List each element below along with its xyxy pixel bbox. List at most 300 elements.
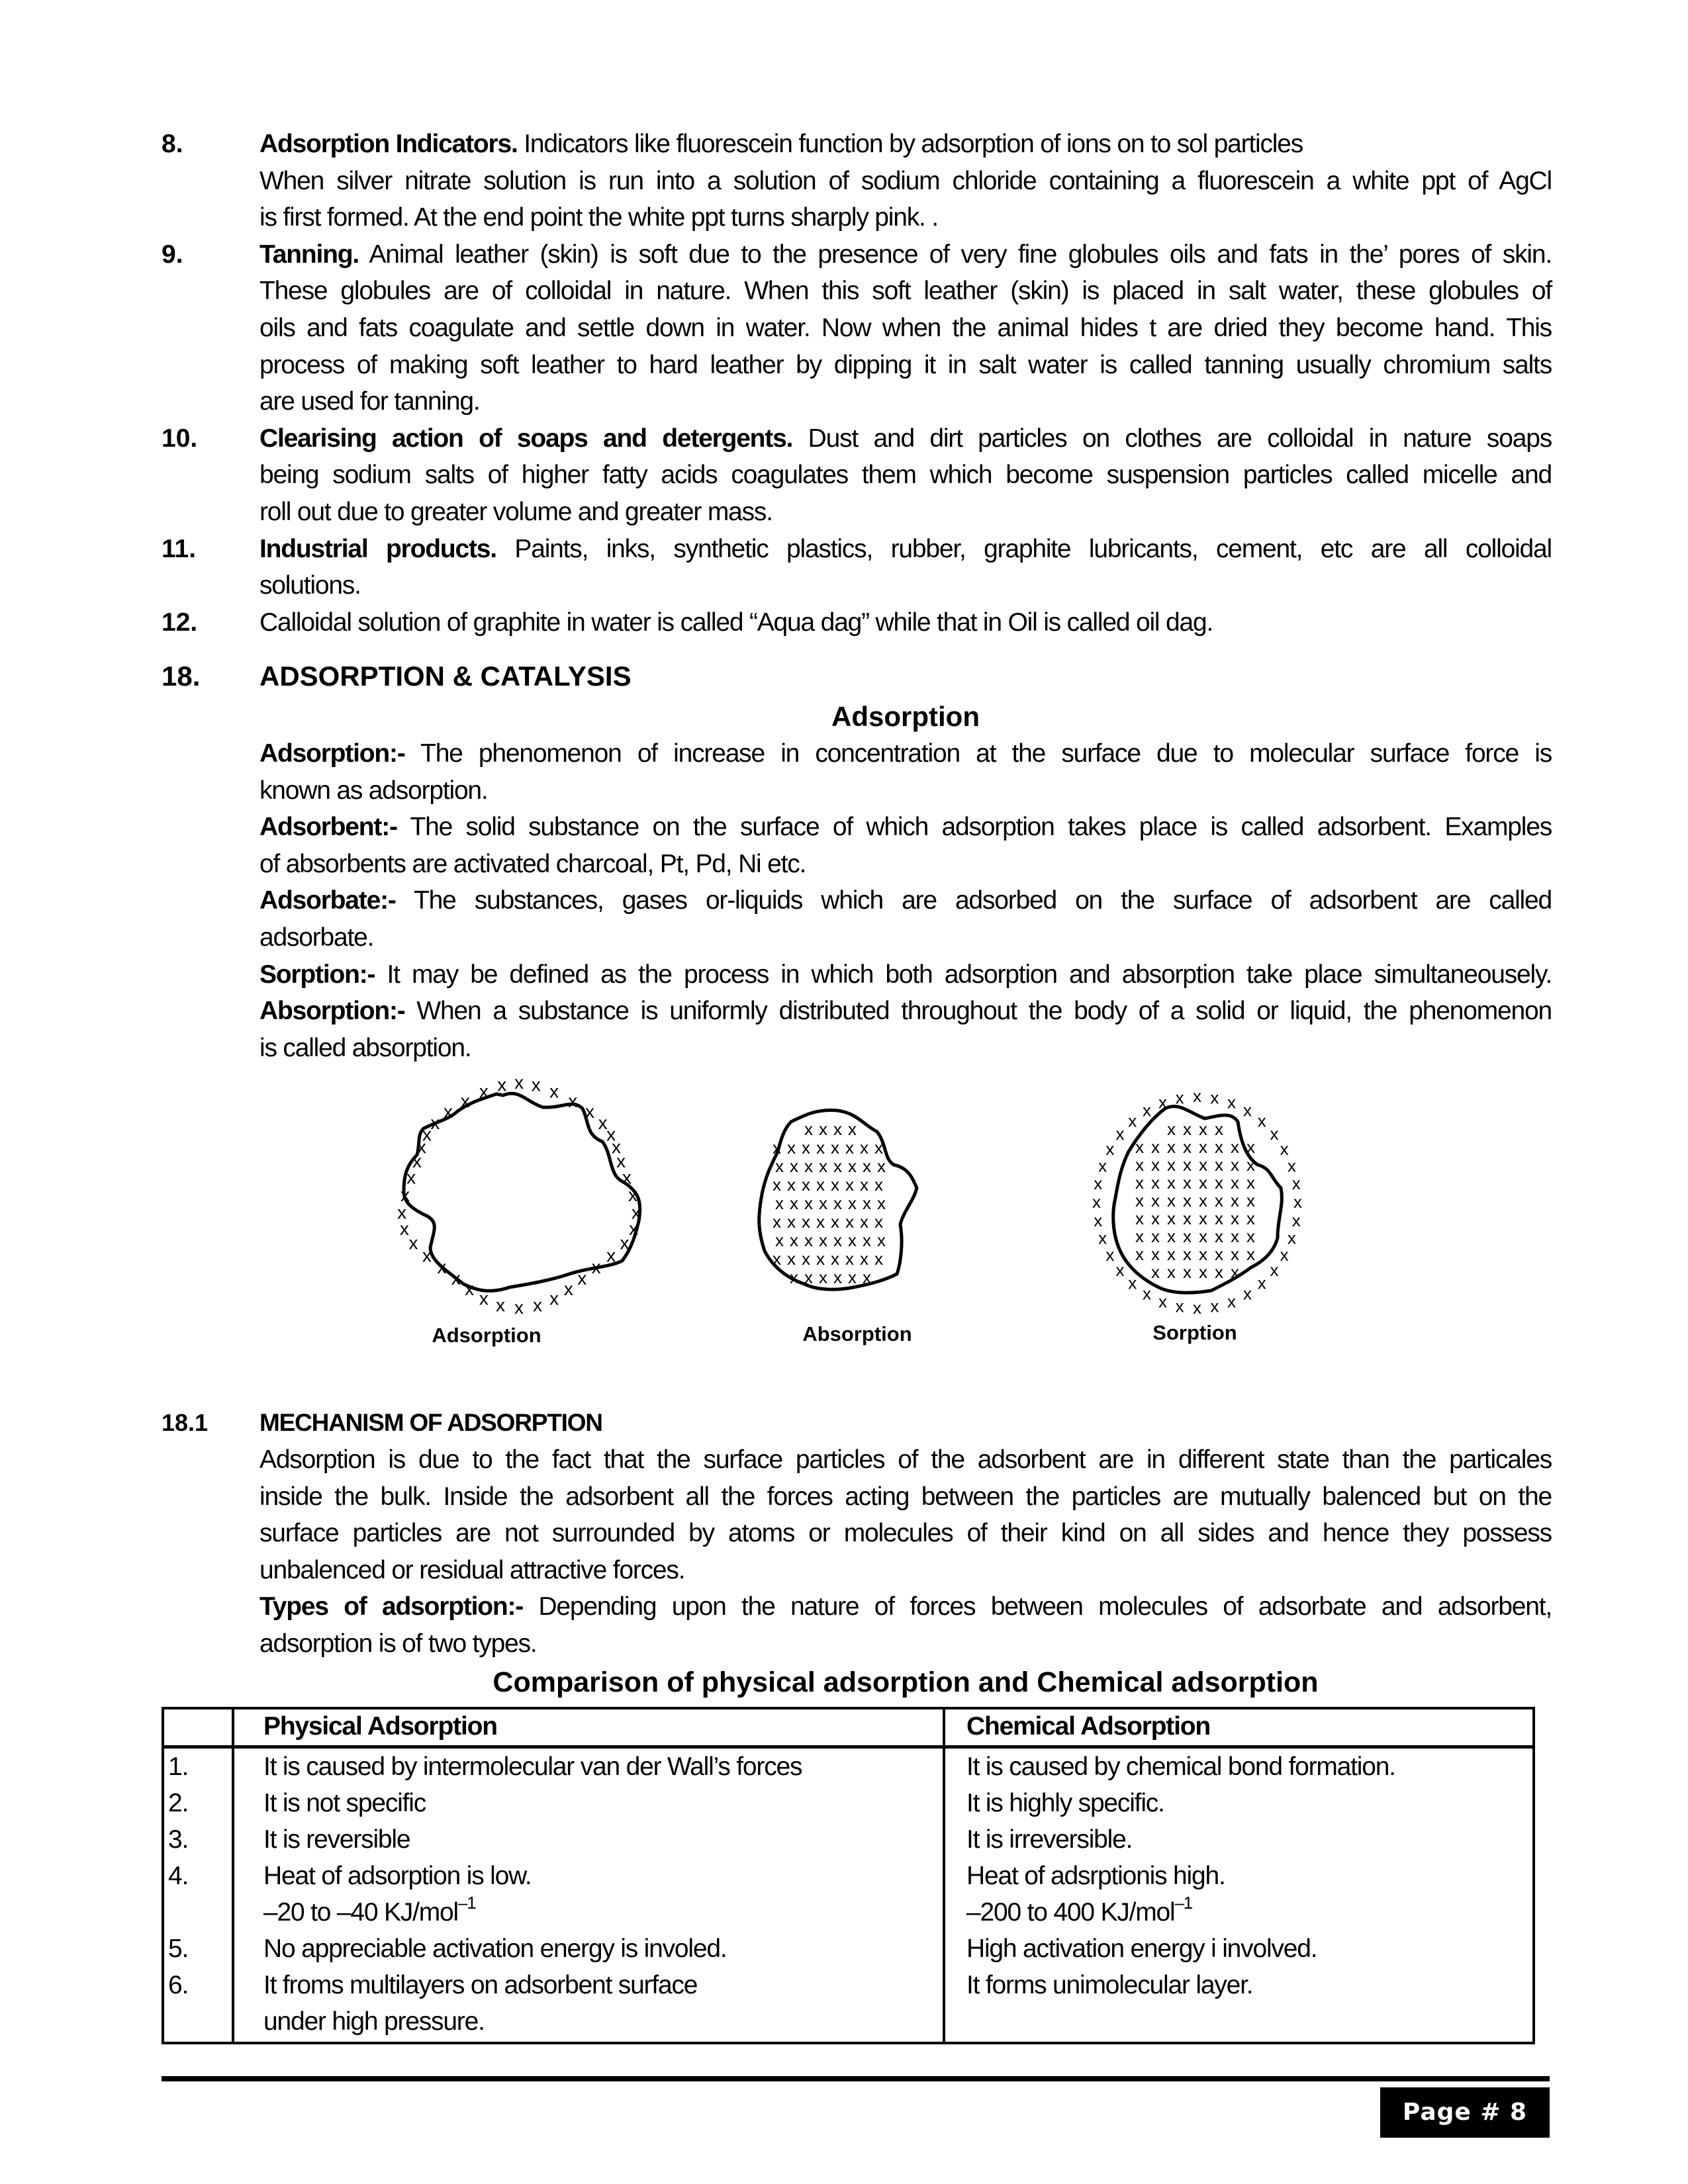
molecule-x-icon: x: [606, 1245, 616, 1266]
molecule-x-icon: x: [831, 1249, 839, 1269]
line-text: When a substance is uniformly distributed throughout the body of a solid or liquid, the phenomenon: [404, 997, 1552, 1025]
molecule-x-icon: x: [790, 1230, 798, 1250]
cell-line: [966, 1821, 1532, 1858]
sorbed-molecules: [1092, 1086, 1302, 1318]
cell-text: It is reversible: [263, 1825, 410, 1854]
text-line: [259, 919, 1552, 956]
text-line: [259, 567, 1552, 604]
cell-text: It is irreversible.: [966, 1825, 1133, 1854]
molecule-x-icon: x: [860, 1212, 868, 1232]
line-text: Adsorption is due to the fact that the surface particles of the adsorbent are in different state than the particales: [259, 1445, 1552, 1474]
molecule-x-icon: x: [804, 1156, 813, 1176]
molecule-x-icon: x: [804, 1230, 813, 1250]
line-text: roll out due to greater volume and greater mass.: [259, 498, 773, 526]
molecule-x-icon: x: [787, 1175, 796, 1195]
molecule-x-icon: x: [1199, 1244, 1207, 1264]
line-text: When silver nitrate solution is run into a solution of sodium chloride containing a fluorescein a white ppt of AgCl: [259, 167, 1552, 195]
molecule-x-icon: x: [860, 1249, 868, 1269]
table-row: [163, 1785, 1534, 1821]
molecule-x-icon: x: [1231, 1244, 1239, 1264]
text-line: [259, 236, 1552, 273]
molecule-x-icon: x: [1151, 1191, 1160, 1210]
header-cell-physical: Physical Adsorption: [233, 1708, 944, 1747]
molecule-x-icon: x: [422, 1245, 432, 1266]
footer-rule: [162, 2076, 1550, 2081]
filler-cell: [944, 2040, 1534, 2043]
item-number: 8.: [162, 130, 183, 158]
molecule-x-icon: x: [863, 1230, 871, 1250]
molecule-x-icon: x: [1215, 1244, 1223, 1264]
molecule-x-icon: x: [1231, 1155, 1239, 1175]
molecule-x-icon: x: [860, 1175, 868, 1195]
chemical-cell: [944, 1931, 1534, 1967]
molecule-x-icon: x: [1167, 1208, 1176, 1228]
cell-line: [263, 1858, 943, 1894]
molecule-x-icon: x: [1151, 1137, 1160, 1157]
molecule-x-icon: x: [1215, 1173, 1223, 1193]
molecule-x-icon: x: [877, 1193, 886, 1213]
line-text: of absorbents are activated charcoal, Pt, Pd, Ni etc.: [259, 850, 806, 878]
molecule-x-icon: x: [1094, 1210, 1103, 1230]
molecule-x-icon: x: [874, 1138, 883, 1158]
molecule-x-icon: x: [1199, 1191, 1207, 1210]
line-text: These globules are of colloidal in nature. When this soft leather (skin) is placed in salt water, these globules of: [259, 277, 1552, 305]
molecule-x-icon: x: [1098, 1228, 1107, 1248]
row-number: 3.: [163, 1821, 233, 1858]
section-number: 18.1: [162, 1409, 209, 1436]
molecule-x-icon: x: [1246, 1191, 1255, 1210]
molecule-x-icon: x: [1231, 1137, 1239, 1157]
molecule-x-icon: x: [611, 1136, 621, 1158]
absorbed-molecules: [773, 1119, 886, 1287]
text-line: [259, 772, 1552, 809]
molecule-x-icon: x: [874, 1212, 883, 1232]
physical-cell: [233, 1785, 944, 1821]
molecule-x-icon: x: [1215, 1119, 1223, 1139]
text-line: [259, 809, 1552, 846]
absorption-diagram: [745, 1085, 943, 1310]
molecule-x-icon: x: [1199, 1262, 1207, 1282]
bold-term: Types of adsorption:-: [259, 1592, 524, 1621]
molecule-x-icon: x: [616, 1151, 626, 1172]
molecule-x-icon: x: [1167, 1155, 1176, 1175]
cell-text: Heat of adsrptionis high.: [966, 1862, 1225, 1890]
cell-line: [966, 1931, 1532, 1967]
molecule-x-icon: x: [1243, 1100, 1252, 1120]
chemical-cell: [944, 1747, 1534, 1786]
filler-cell: [163, 2040, 233, 2043]
sorption-diagram: [1072, 1072, 1324, 1324]
cell-line: [966, 1894, 1532, 1931]
molecule-x-icon: x: [1151, 1208, 1160, 1228]
molecule-x-icon: x: [1158, 1291, 1168, 1312]
molecule-x-icon: x: [1135, 1244, 1144, 1264]
molecule-x-icon: x: [1199, 1226, 1207, 1246]
section-title: MECHANISM OF ADSORPTION: [259, 1409, 602, 1436]
molecule-x-icon: x: [1092, 1192, 1101, 1212]
physical-cell: [233, 1747, 944, 1786]
molecule-x-icon: x: [848, 1267, 857, 1287]
molecule-x-icon: x: [1270, 1124, 1279, 1144]
cell-text: It forms unimolecular layer.: [966, 1971, 1253, 1999]
header-cell-index: [163, 1708, 233, 1747]
cell-text: It is not specific: [263, 1789, 426, 1817]
cell-text: –200 to 400 KJ/mol: [966, 1898, 1175, 1927]
molecule-x-icon: x: [1199, 1119, 1207, 1139]
molecule-x-icon: x: [1167, 1226, 1176, 1246]
molecule-x-icon: x: [1115, 1124, 1125, 1144]
cell-line: [966, 1785, 1532, 1821]
item-number: 11.: [162, 535, 197, 563]
molecule-x-icon: x: [860, 1138, 868, 1158]
molecule-x-icon: x: [1105, 1245, 1115, 1265]
molecule-x-icon: x: [568, 1090, 578, 1111]
cell-text: under high pressure.: [263, 2007, 485, 2036]
molecule-x-icon: x: [1199, 1155, 1207, 1175]
molecule-x-icon: x: [833, 1230, 842, 1250]
adsorption-diagram: [384, 1069, 642, 1320]
molecule-x-icon: x: [1183, 1244, 1192, 1264]
molecule-x-icon: x: [1210, 1296, 1219, 1316]
bold-term: Adsorption:-: [259, 739, 405, 768]
molecule-x-icon: x: [430, 1113, 440, 1134]
cell-line: [263, 1821, 943, 1858]
cell-line: [966, 1967, 1532, 2003]
molecule-x-icon: x: [1246, 1155, 1255, 1175]
molecule-x-icon: x: [1167, 1173, 1176, 1193]
molecule-x-icon: x: [1151, 1155, 1160, 1175]
molecule-x-icon: x: [1227, 1092, 1236, 1113]
line-text: It may be defined as the process in which both adsorption and absorption take place simultaneousely.: [375, 960, 1552, 989]
molecule-x-icon: x: [773, 1175, 781, 1195]
cell-text: No appreciable activation energy is involed.: [263, 1934, 727, 1963]
molecule-x-icon: x: [802, 1249, 810, 1269]
molecule-x-icon: x: [845, 1175, 854, 1195]
table-title: Comparison of physical adsorption and Chemical adsorption: [492, 1666, 1319, 1698]
molecule-x-icon: x: [816, 1249, 825, 1269]
molecule-x-icon: x: [549, 1288, 559, 1309]
molecule-x-icon: x: [848, 1119, 857, 1139]
molecule-x-icon: x: [848, 1156, 857, 1176]
molecule-x-icon: x: [1135, 1137, 1144, 1157]
molecule-x-icon: x: [790, 1267, 798, 1287]
line-text: inside the bulk. Inside the adsorbent all the forces acting between the particles are mutually balenced but on the: [259, 1482, 1552, 1511]
molecule-x-icon: x: [877, 1230, 886, 1250]
molecule-x-icon: x: [598, 1113, 608, 1134]
molecule-x-icon: x: [1098, 1156, 1107, 1176]
molecule-x-icon: x: [1183, 1226, 1192, 1246]
molecule-x-icon: x: [831, 1138, 839, 1158]
molecule-x-icon: x: [1135, 1226, 1144, 1246]
molecule-x-icon: x: [406, 1167, 416, 1188]
molecule-x-icon: x: [802, 1175, 810, 1195]
cell-text: It is caused by intermolecular van der Wall’s forces: [263, 1752, 802, 1781]
molecule-x-icon: x: [1128, 1111, 1137, 1131]
cell-text: Heat of adsorption is low.: [263, 1862, 532, 1890]
molecule-x-icon: x: [1199, 1137, 1207, 1157]
molecule-x-icon: x: [400, 1185, 410, 1205]
molecule-x-icon: x: [631, 1202, 641, 1223]
cell-line: [263, 1894, 943, 1931]
molecule-x-icon: x: [1135, 1155, 1144, 1175]
molecule-x-icon: x: [775, 1156, 784, 1176]
molecule-x-icon: x: [833, 1193, 842, 1213]
molecule-x-icon: x: [1183, 1137, 1192, 1157]
table-row: [163, 1747, 1534, 1786]
molecule-x-icon: x: [1291, 1173, 1301, 1194]
molecule-x-icon: x: [802, 1138, 810, 1158]
text-line: [259, 1552, 1552, 1589]
molecule-x-icon: x: [412, 1151, 422, 1172]
cell-line: [263, 2003, 943, 2040]
molecule-x-icon: x: [1231, 1191, 1239, 1210]
row-number: 6.: [163, 1967, 233, 2040]
molecule-x-icon: x: [816, 1138, 825, 1158]
molecule-x-icon: x: [804, 1267, 813, 1287]
molecule-x-icon: x: [874, 1249, 883, 1269]
line-text: The phenomenon of increase in concentration at the surface due to molecular surface force is: [404, 739, 1552, 768]
text-line: [259, 347, 1552, 384]
molecule-x-icon: x: [1128, 1273, 1137, 1293]
molecule-x-icon: x: [1231, 1208, 1239, 1228]
molecule-x-icon: x: [773, 1249, 781, 1269]
line-text: Indicators like fluorescein function by adsorption of ions on to sol particles: [517, 130, 1303, 158]
bold-term: Adsorption Indicators.: [259, 130, 518, 158]
molecule-x-icon: x: [874, 1175, 883, 1195]
molecule-x-icon: x: [1287, 1156, 1296, 1176]
molecule-x-icon: x: [863, 1156, 871, 1176]
molecule-x-icon: x: [451, 1267, 461, 1289]
molecule-x-icon: x: [1167, 1191, 1176, 1210]
item-number: 12.: [162, 608, 198, 637]
molecule-x-icon: x: [479, 1288, 489, 1309]
table-filler-row: [163, 2040, 1534, 2043]
molecule-x-icon: x: [1175, 1296, 1184, 1316]
line-text: process of making soft leather to hard leather by dipping it in salt water is called tanning usually chromium salts: [259, 351, 1552, 379]
section-title: ADSORPTION & CATALYSIS: [259, 660, 632, 692]
molecule-x-icon: x: [397, 1202, 407, 1223]
text-line: [259, 882, 1552, 919]
text-line: [259, 383, 1552, 420]
bold-term: Tanning.: [259, 240, 359, 269]
molecule-x-icon: x: [1246, 1244, 1255, 1264]
molecule-x-icon: x: [1135, 1173, 1144, 1193]
molecule-x-icon: x: [1246, 1208, 1255, 1228]
molecule-x-icon: x: [1183, 1119, 1192, 1139]
molecule-x-icon: x: [460, 1090, 470, 1111]
molecule-x-icon: x: [775, 1193, 784, 1213]
molecule-x-icon: x: [1210, 1087, 1219, 1108]
line-text: Calloidal solution of graphite in water is called “Aqua dag” while that in Oil is called oil dag.: [259, 608, 1213, 637]
physical-cell: [233, 1858, 944, 1931]
cell-text: High activation energy i involved.: [966, 1934, 1317, 1963]
comparison-table: [162, 1707, 1535, 2044]
molecule-x-icon: x: [444, 1101, 453, 1122]
molecule-x-icon: x: [495, 1295, 505, 1316]
molecule-x-icon: x: [790, 1193, 798, 1213]
molecule-x-icon: x: [1257, 1111, 1266, 1131]
molecule-x-icon: x: [775, 1230, 784, 1250]
text-line: [259, 993, 1552, 1030]
molecule-x-icon: x: [577, 1267, 587, 1289]
bold-term: Sorption:-: [259, 960, 375, 989]
molecule-x-icon: x: [628, 1185, 637, 1205]
line-text: being sodium salts of higher fatty acids coagulates them which become suspension particles called micelle and: [259, 461, 1552, 489]
unit-exponent: –1: [1174, 1893, 1192, 1913]
table-row: [163, 1931, 1534, 1967]
page-number-badge: Page # 8: [1380, 2087, 1550, 2138]
molecule-x-icon: x: [848, 1230, 857, 1250]
header-cell-chemical: Chemical Adsorption: [944, 1708, 1534, 1747]
molecule-x-icon: x: [1183, 1173, 1192, 1193]
text-line: [259, 1588, 1552, 1625]
physical-cell: [233, 1931, 944, 1967]
molecule-x-icon: x: [533, 1295, 543, 1316]
line-text: known as adsorption.: [259, 776, 488, 805]
cell-text: It is highly specific.: [966, 1789, 1164, 1817]
molecule-x-icon: x: [833, 1156, 842, 1176]
molecule-x-icon: x: [563, 1279, 573, 1300]
molecule-x-icon: x: [833, 1267, 842, 1287]
molecule-x-icon: x: [629, 1218, 639, 1239]
chemical-cell: [944, 1821, 1534, 1858]
molecule-x-icon: x: [591, 1256, 601, 1277]
molecule-x-icon: x: [1158, 1092, 1168, 1113]
molecule-x-icon: x: [422, 1124, 432, 1145]
section-number: 18.: [162, 660, 201, 692]
molecule-x-icon: x: [1215, 1226, 1223, 1246]
molecule-x-icon: x: [877, 1156, 886, 1176]
line-text: unbalenced or residual attractive forces.: [259, 1556, 685, 1584]
molecule-x-icon: x: [1215, 1191, 1223, 1210]
line-text: are used for tanning.: [259, 387, 480, 416]
molecule-x-icon: x: [1199, 1173, 1207, 1193]
molecule-x-icon: x: [465, 1279, 475, 1300]
molecule-x-icon: x: [819, 1267, 827, 1287]
molecule-x-icon: x: [620, 1232, 630, 1253]
molecule-x-icon: x: [1151, 1226, 1160, 1246]
molecule-x-icon: x: [1246, 1173, 1255, 1193]
text-line: [259, 310, 1552, 347]
molecule-x-icon: x: [437, 1256, 447, 1277]
molecule-x-icon: x: [804, 1119, 813, 1139]
molecule-x-icon: x: [1143, 1100, 1151, 1120]
chemical-cell: [944, 1967, 1534, 2040]
molecule-x-icon: x: [1291, 1210, 1301, 1230]
molecule-x-icon: x: [1183, 1208, 1192, 1228]
item-number: 9.: [162, 240, 183, 269]
cell-text: It is caused by chemical bond formation.: [966, 1752, 1395, 1781]
text-line: [259, 735, 1552, 772]
line-text: Dust and dirt particles on clothes are colloidal in nature soaps: [792, 424, 1552, 453]
cell-line: [263, 1967, 943, 2003]
molecule-x-icon: x: [831, 1212, 839, 1232]
line-text: The substances, gases or-liquids which are adsorbed on the surface of adsorbent are called: [395, 886, 1552, 915]
molecule-x-icon: x: [1151, 1262, 1160, 1282]
molecule-x-icon: x: [1227, 1291, 1236, 1312]
row-number: 4.: [163, 1858, 233, 1931]
molecule-x-icon: x: [1183, 1191, 1192, 1210]
text-line: [259, 1479, 1552, 1516]
molecule-x-icon: x: [1199, 1208, 1207, 1228]
line-text: Animal leather (skin) is soft due to the presence of very fine globules oils and fats in the’ pores of skin.: [358, 240, 1552, 269]
line-text: Depending upon the nature of forces between molecules of adsorbate and adsorbent,: [523, 1592, 1552, 1621]
line-text: surface particles are not surrounded by atoms or molecules of their kind on all sides and hence they possess: [259, 1519, 1552, 1547]
chemical-cell: [944, 1785, 1534, 1821]
text-line: [259, 1030, 1552, 1067]
table-row: [163, 1858, 1534, 1931]
molecule-x-icon: x: [1167, 1119, 1176, 1139]
molecule-x-icon: x: [863, 1267, 871, 1287]
molecule-x-icon: x: [1094, 1173, 1103, 1194]
figure-label-absorption: Absorption: [802, 1322, 912, 1345]
text-line: [259, 1441, 1552, 1479]
molecule-x-icon: x: [479, 1081, 489, 1102]
molecule-x-icon: x: [773, 1138, 781, 1158]
text-line: [259, 199, 1552, 236]
figure-label-adsorption: Adsorption: [432, 1324, 541, 1347]
text-line: [259, 457, 1552, 494]
molecule-x-icon: x: [585, 1101, 594, 1122]
text-line: [259, 1625, 1552, 1662]
bold-term: Adsorbent:-: [259, 813, 397, 841]
molecule-x-icon: x: [773, 1212, 781, 1232]
line-text: oils and fats coagulate and settle down in water. Now when the animal hides t are dried they become hand. This: [259, 314, 1552, 342]
molecule-x-icon: x: [1167, 1137, 1176, 1157]
physical-cell: [233, 1967, 944, 2040]
bold-term: Industrial products.: [259, 535, 496, 563]
molecule-x-icon: x: [845, 1138, 854, 1158]
molecule-x-icon: x: [1151, 1173, 1160, 1193]
molecule-x-icon: x: [1193, 1086, 1201, 1106]
figure-label-sorption: Sorption: [1152, 1321, 1237, 1344]
molecule-x-icon: x: [819, 1193, 827, 1213]
text-line: [259, 273, 1552, 310]
molecule-x-icon: x: [1293, 1192, 1302, 1212]
molecule-x-icon: x: [514, 1072, 524, 1093]
molecule-x-icon: x: [1215, 1262, 1223, 1282]
molecule-x-icon: x: [845, 1249, 854, 1269]
molecule-x-icon: x: [1270, 1259, 1279, 1280]
molecule-x-icon: x: [1246, 1137, 1255, 1157]
molecule-x-icon: x: [1215, 1155, 1223, 1175]
line-text: is first formed. At the end point the white ppt turns sharply pink. .: [259, 203, 938, 232]
molecule-x-icon: x: [804, 1193, 813, 1213]
molecule-x-icon: x: [819, 1119, 827, 1139]
molecule-x-icon: x: [848, 1193, 857, 1213]
line-text: solutions.: [259, 571, 361, 600]
molecule-x-icon: x: [549, 1081, 559, 1102]
table-row: [163, 1821, 1534, 1858]
molecule-x-icon: x: [819, 1156, 827, 1176]
molecule-x-icon: x: [819, 1230, 827, 1250]
molecule-x-icon: x: [1246, 1226, 1255, 1246]
molecule-x-icon: x: [802, 1212, 810, 1232]
molecule-x-icon: x: [845, 1212, 854, 1232]
cell-text: It froms multilayers on adsorbent surface: [263, 1971, 698, 1999]
filler-cell: [233, 2040, 944, 2043]
molecule-x-icon: x: [1243, 1283, 1252, 1304]
molecule-x-icon: x: [816, 1212, 825, 1232]
molecule-x-icon: x: [1105, 1139, 1115, 1159]
molecule-x-icon: x: [1115, 1259, 1125, 1280]
molecule-x-icon: x: [1151, 1244, 1160, 1264]
unit-exponent: –1: [457, 1893, 476, 1913]
molecule-x-icon: x: [787, 1212, 796, 1232]
text-line: [259, 163, 1552, 200]
chemical-cell: [944, 1858, 1534, 1931]
molecule-x-icon: x: [1175, 1087, 1184, 1108]
